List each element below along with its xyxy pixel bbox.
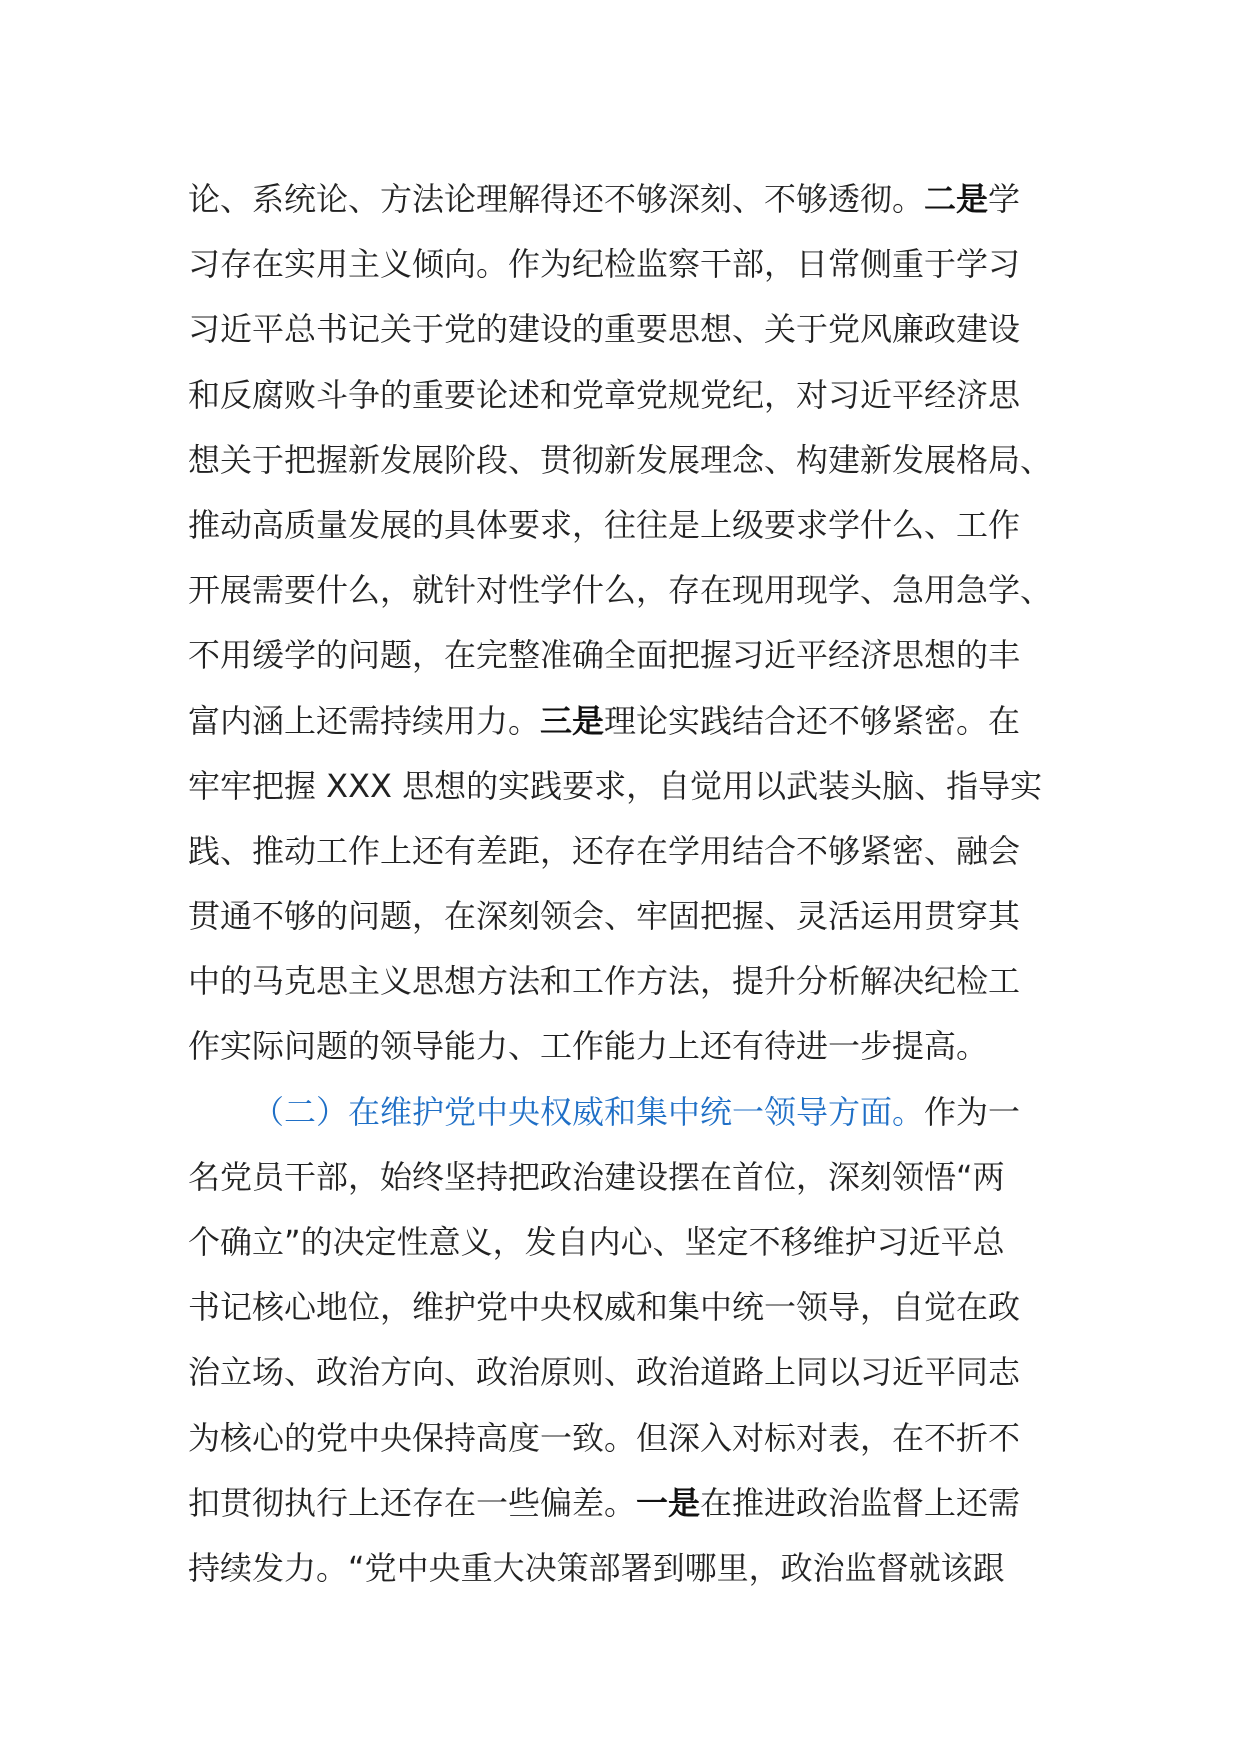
text-segment: 推动高质量发展的具体要求，往往是上级要求学什么、工作 [188,505,1021,544]
text-line [188,819,1068,884]
text-line [188,1536,1068,1601]
text-line [188,297,1068,362]
text-line [188,1014,1068,1079]
text-line [188,754,1068,819]
text-segment: 中的马克思主义思想方法和工作方法，提升分析解决纪检工 [188,962,1021,1001]
text-segment: 习近平总书记关于党的建设的重要思想、关于党风廉政建设 [188,310,1021,349]
text-line [188,1080,1068,1145]
bold-marker-text: 二是 [924,180,989,218]
text-segment: 持续发力。“党中央重大决策部署到哪里，政治监督就该跟 [188,1548,1005,1587]
text-line [188,1210,1068,1275]
text-segment: 想关于把握新发展阶段、贯彻新发展理念、构建新发展格局、 [188,440,1053,479]
text-segment: 贯通不够的问题，在深刻领会、牢固把握、灵活运用贯穿其 [188,897,1021,936]
text-segment: 和反腐败斗争的重要论述和党章党规党纪，对习近平经济思 [188,375,1021,414]
text-segment: 个确立”的决定性意义，发自内心、坚定不移维护习近平总 [188,1223,1005,1261]
text-segment: 理论实践结合还不够紧密。在 [604,701,1021,740]
text-line [188,1340,1068,1405]
text-segment: 书记核心地位，维护党中央权威和集中统一领导，自觉在政 [188,1288,1021,1327]
bold-marker-text: 三是 [540,701,605,740]
text-line [188,428,1068,493]
text-line [188,623,1068,688]
bold-marker-text: 一是 [636,1483,701,1522]
text-segment: 开展需要什么，就针对性学什么，存在现用现学、急用急学、 [188,571,1053,610]
text-line [188,232,1068,297]
text-segment: 扣贯彻执行上还存在一些偏差。 [188,1483,637,1522]
text-segment: 作实际问题的领导能力、工作能力上还有待进一步提高。 [188,1027,989,1066]
text-line [188,1406,1068,1471]
text-segment: 治立场、政治方向、政治原则、政治道路上同以习近平同志 [188,1353,1021,1392]
text-line [188,689,1068,754]
text-segment: 论、系统论、方法论理解得还不够深刻、不够透彻。 [188,180,925,218]
text-line [188,363,1068,428]
text-line [188,493,1068,558]
text-line [188,1275,1068,1340]
text-line [188,167,1068,232]
text-segment: 名党员干部，始终坚持把政治建设摆在首位，深刻领悟“两 [188,1157,1005,1196]
text-segment: 习存在实用主义倾向。作为纪检监察干部，日常侧重于学习 [188,245,1021,284]
text-segment: 富内涵上还需持续用力。 [188,701,541,740]
text-line [188,1471,1068,1536]
text-line [188,1145,1068,1210]
text-segment: 在推进政治监督上还需 [700,1483,1021,1522]
text-segment: 牢牢把握 XXX 思想的实践要求，自觉用以武装头脑、指导实 [188,766,1043,805]
text-segment: 作为一 [924,1092,1021,1131]
text-segment: 为核心的党中央保持高度一致。但深入对标对表，在不折不 [188,1418,1021,1457]
text-line [188,949,1068,1014]
text-segment: 不用缓学的问题，在完整准确全面把握习近平经济思想的丰 [188,636,1021,675]
text-segment: 践、推动工作上还有差距，还存在学用结合不够紧密、融会 [188,831,1021,870]
section-heading: （二）在维护党中央权威和集中统一领导方面。 [252,1092,925,1131]
document-body [188,167,1068,1601]
text-line [188,558,1068,623]
text-segment: 学 [988,180,1021,218]
text-line [188,884,1068,949]
